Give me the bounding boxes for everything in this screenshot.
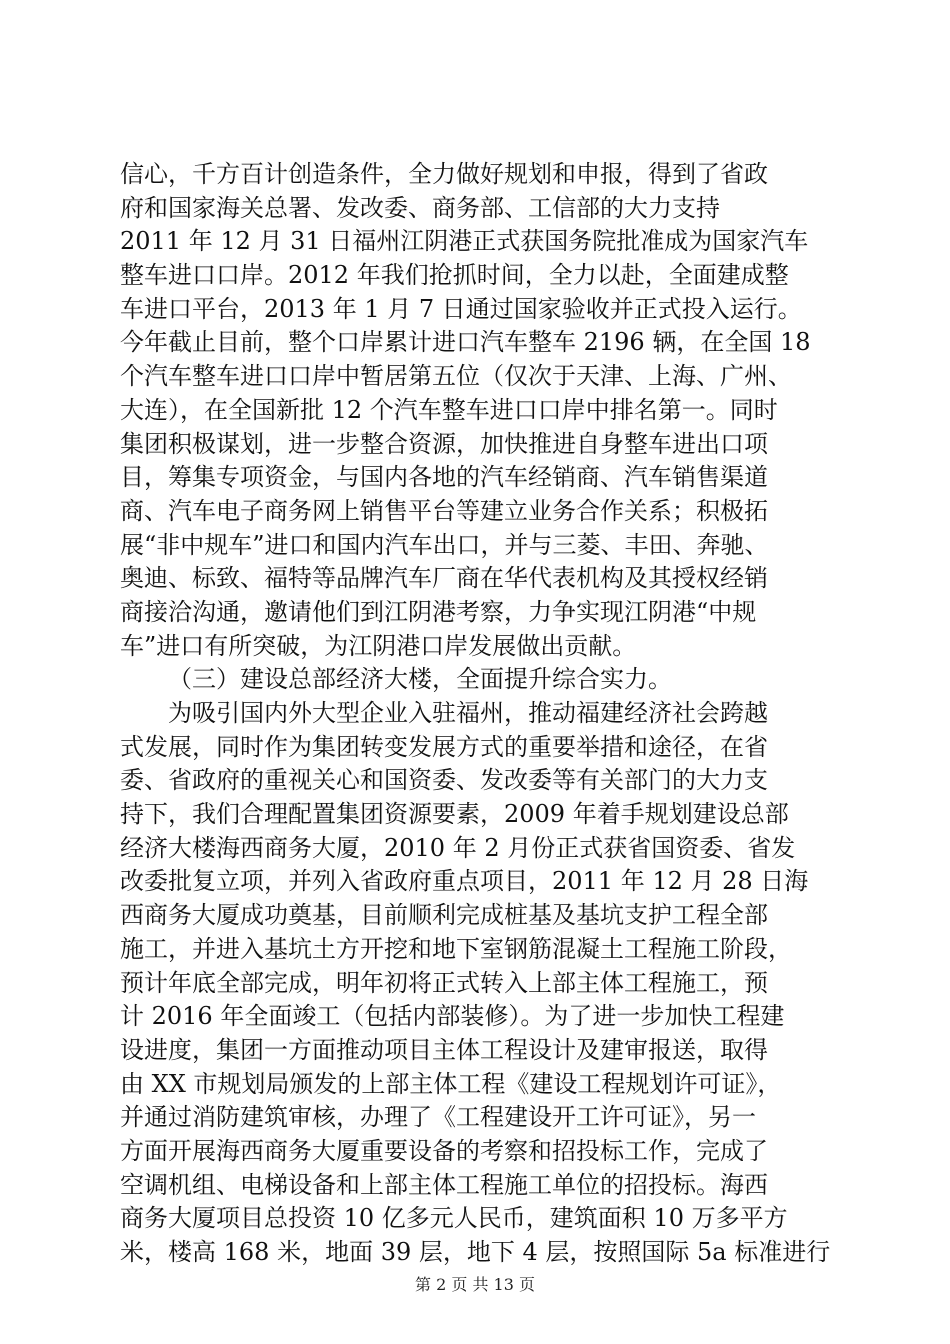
text-line: 米，楼高 168 米，地面 39 层，地下 4 层，按照国际 5a 标准进行 [120,1238,831,1266]
text-line: 方面开展海西商务大厦重要设备的考察和招投标工作，完成了 [120,1136,768,1165]
text-line: 奥迪、标致、福特等品牌汽车厂商在华代表机构及其授权经销 [120,564,768,593]
text-line: 整车进口口岸。2012 年我们抢抓时间，全力以赴，全面建成整 [120,261,789,290]
text-line: 预计年底全部完成，明年初将正式转入上部主体工程施工，预 [120,968,768,997]
text-line: 委、省政府的重视关心和国资委、发改委等有关部门的大力支 [120,766,768,795]
text-line: 持下，我们合理配置集团资源要素，2009 年着手规划建设总部 [120,800,789,829]
section-heading: （三）建设总部经济大楼，全面提升综合实力。 [168,665,672,694]
text-line: 商、汽车电子商务网上销售平台等建立业务合作关系；积极拓 [120,496,768,525]
text-line: 展“非中规车”进口和国内汽车出口，并与三菱、丰田、奔驰、 [120,530,769,559]
text-line: 经济大楼海西商务大厦，2010 年 2 月份正式获省国资委、省发 [120,833,796,862]
text-line: 今年截止目前，整个口岸累计进口汽车整车 2196 辆，在全国 18 [120,328,811,357]
text-line: 信心，千方百计创造条件，全力做好规划和申报，得到了省政 [120,160,768,188]
text-line: 计 2016 年全面竣工（包括内部装修）。为了进一步加快工程建 [120,1002,785,1031]
text-line: 西商务大厦成功奠基，目前顺利完成桩基及基坑支护工程全部 [120,901,768,930]
text-line: 空调机组、电梯设备和上部主体工程施工单位的招投标。海西 [120,1170,768,1199]
text-line: 集团积极谋划，进一步整合资源，加快推进自身整车进出口项 [120,429,768,458]
text-line: 府和国家海关总署、发改委、商务部、工信部的大力支持 [120,193,720,222]
text-line: 车进口平台，2013 年 1 月 7 日通过国家验收并正式投入运行。 [120,294,802,323]
text-line: 目，筹集专项资金，与国内各地的汽车经销商、汽车销售渠道 [120,463,768,492]
page-number: 第 2 页 共 13 页 [415,1275,535,1294]
text-line: 式发展，同时作为集团转变发展方式的重要举措和途径，在省 [120,732,768,761]
text-line: 商务大厦项目总投资 10 亿多元人民币，建筑面积 10 万多平方 [120,1204,788,1233]
paragraph-first-line: 为吸引国内外大型企业入驻福州，推动福建经济社会跨越 [168,699,768,727]
text-line: 并通过消防建筑审核，办理了《工程建设开工许可证》，另一 [120,1103,756,1132]
text-line: 由 XX 市规划局颁发的上部主体工程《建设工程规划许可证》， [120,1069,782,1098]
text-line: 车”进口有所突破，为江阴港口岸发展做出贡献。 [120,631,637,660]
text-line: 施工，并进入基坑土方开挖和地下室钢筋混凝土工程施工阶段， [120,934,792,963]
document-body [120,158,840,1270]
text-line: 改委批复立项，并列入省政府重点项目，2011 年 12 月 28 日海 [120,867,809,896]
text-line: 设进度，集团一方面推动项目主体工程设计及建审报送，取得 [120,1035,768,1064]
text-line: 商接洽沟通，邀请他们到江阴港考察，力争实现江阴港“中规 [120,597,757,626]
text-line: 2011 年 12 月 31 日福州江阴港正式获国务院批准成为国家汽车 [120,227,809,256]
text-line: 大连），在全国新批 12 个汽车整车进口口岸中排名第一。同时 [120,395,778,424]
text-line: 个汽车整车进口口岸中暂居第五位（仅次于天津、上海、广州、 [120,362,792,391]
page-footer [0,1272,950,1295]
